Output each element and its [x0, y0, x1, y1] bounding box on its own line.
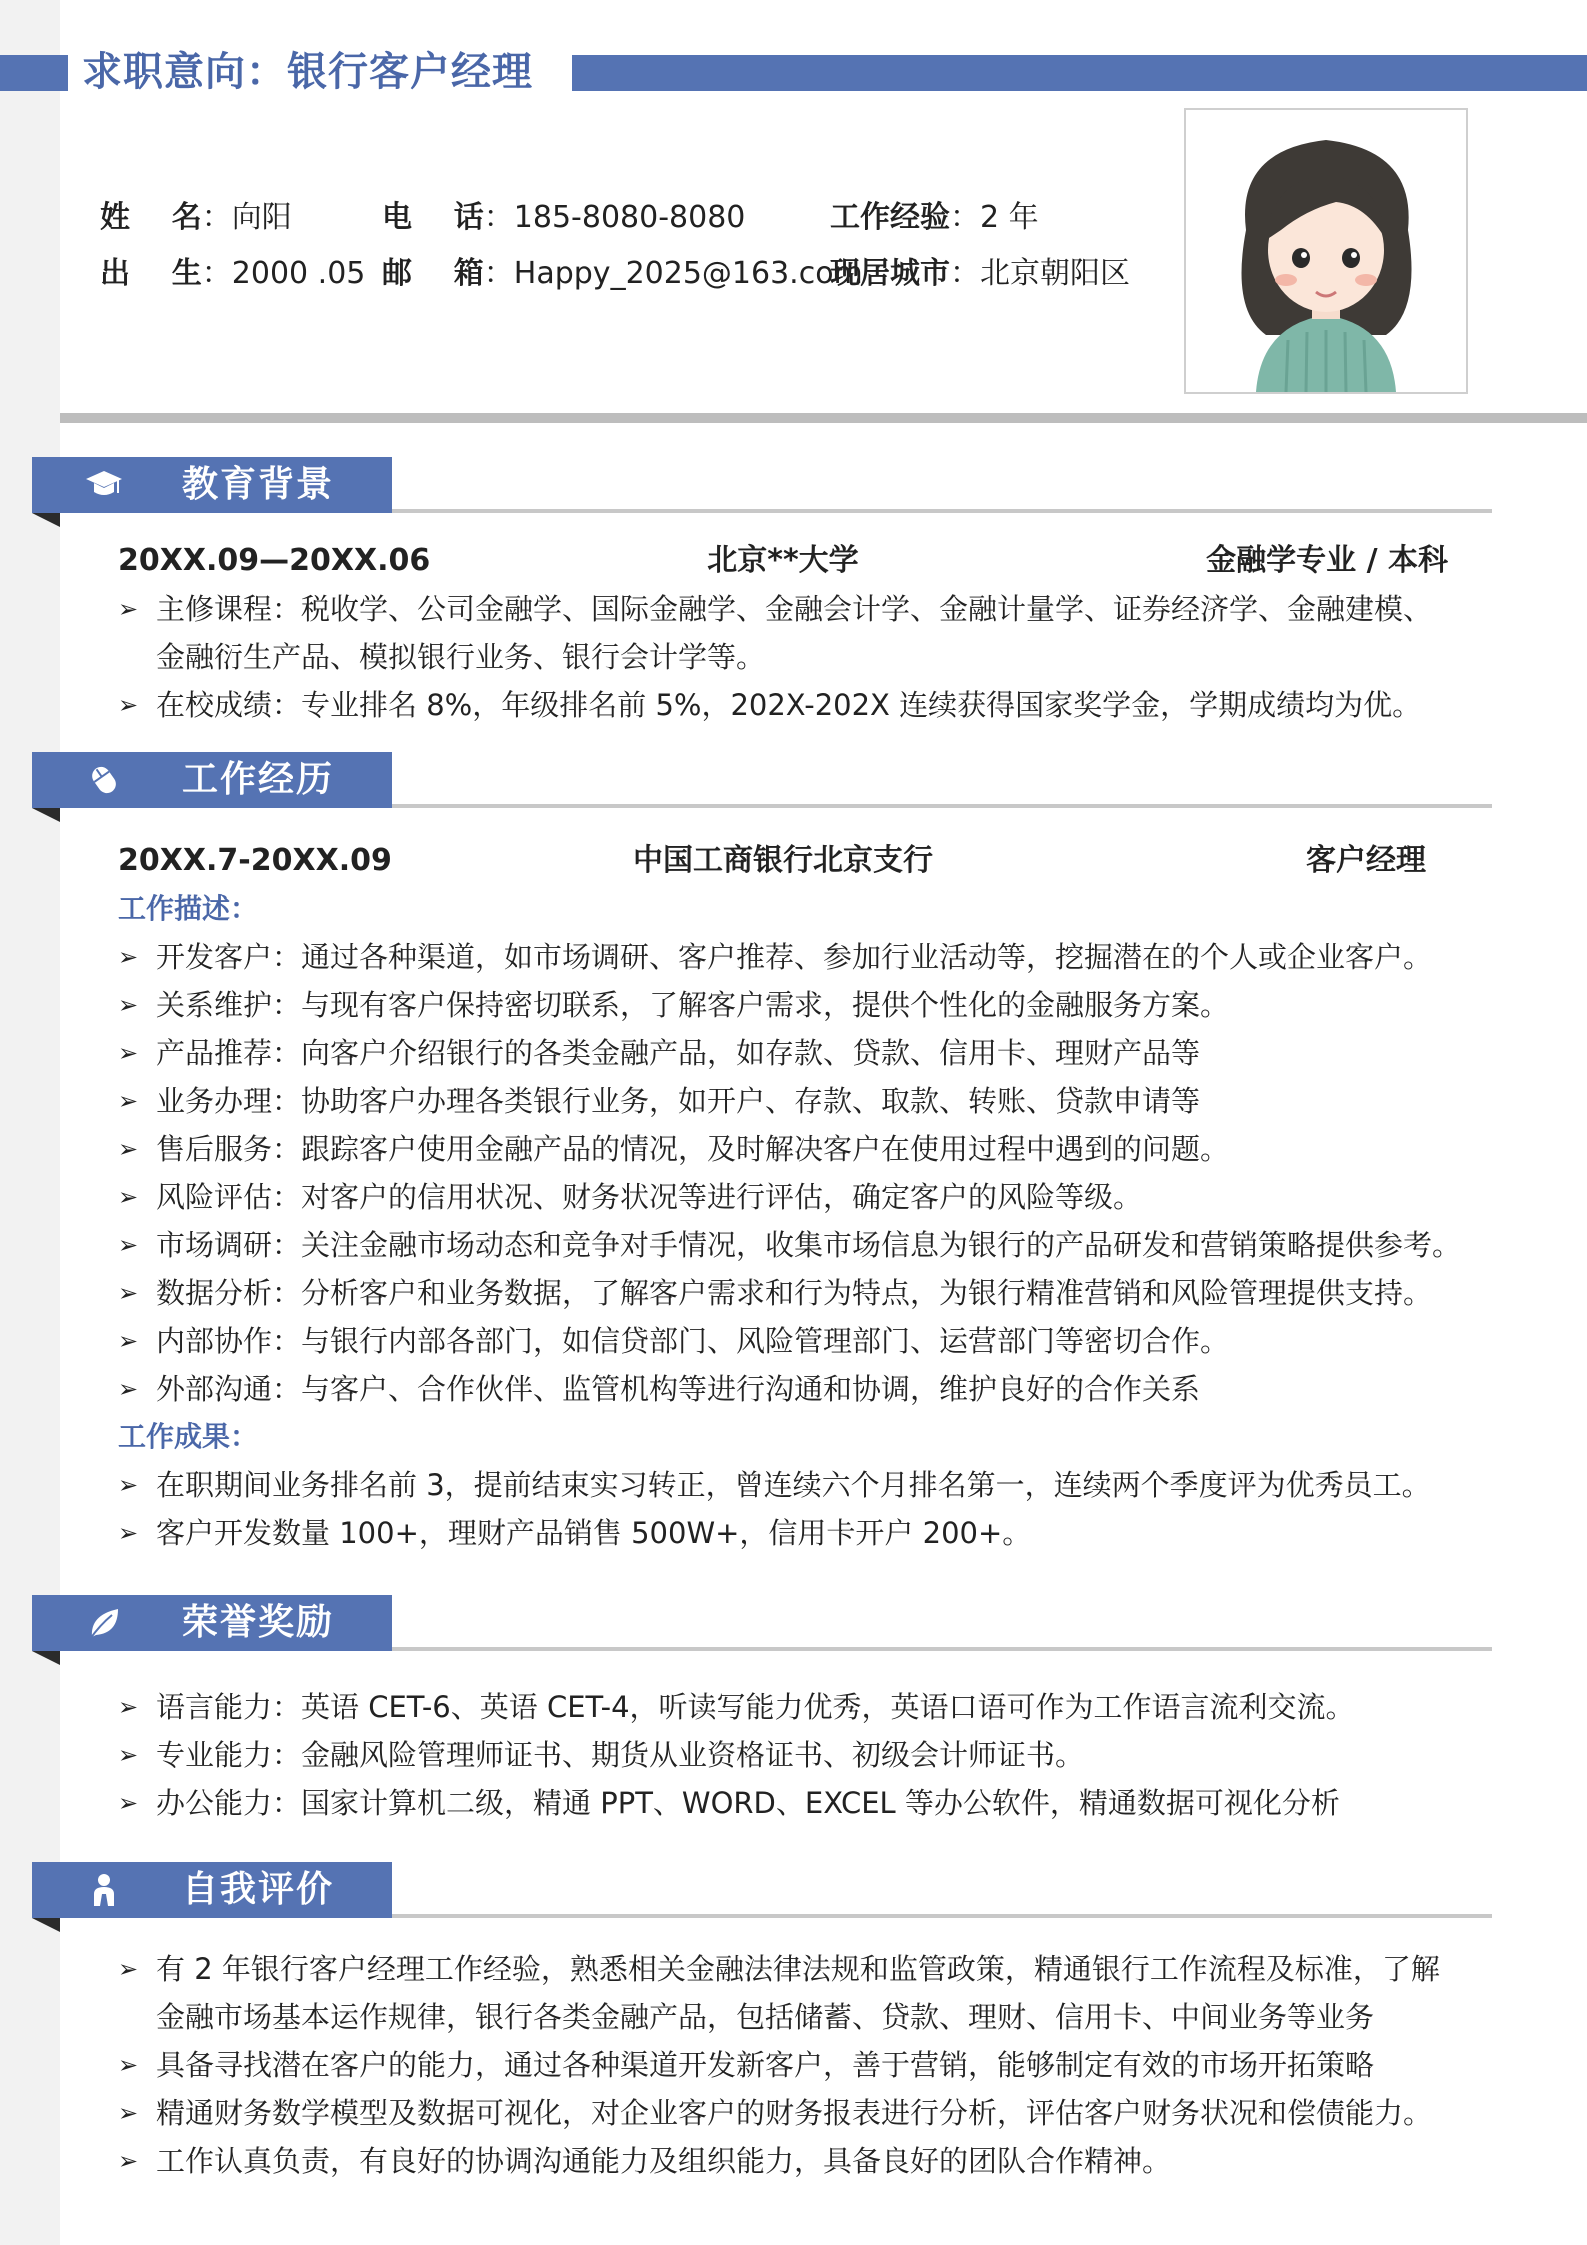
avatar-illustration — [1186, 110, 1466, 392]
list-item: ➢ 关系维护：与现有客户保持密切联系，了解客户需求，提供个性化的金融服务方案。 — [118, 981, 1478, 1029]
work-period: 20XX.7-20XX.09 — [118, 843, 392, 878]
experience-value: 2 年 — [980, 200, 1039, 235]
city-value: 北京朝阳区 — [980, 256, 1130, 291]
list-item: ➢ 外部沟通：与客户、合作伙伴、监管机构等进行沟通和协调，维护良好的合作关系 — [118, 1365, 1478, 1413]
colon: ： — [950, 200, 980, 235]
list-item: ➢ 工作认真负责，有良好的协调沟通能力及组织能力，具备良好的团队合作精神。 — [118, 2137, 1478, 2185]
section-fold — [32, 513, 60, 527]
experience-field — [830, 190, 1039, 246]
list-item: ➢ 内部协作：与银行内部各部门，如信贷部门、风险管理部门、运营部门等密切合作。 — [118, 1317, 1478, 1365]
courses-line-2: 金融衍生产品、模拟银行业务、银行会计学等。 — [156, 640, 766, 674]
work-entry — [118, 837, 1448, 885]
list-item — [118, 585, 1478, 681]
list-item: ➢ 专业能力：金融风险管理师证书、期货从业资格证书、初级会计师证书。 — [118, 1731, 1478, 1779]
city-label: 现居城市 — [830, 256, 950, 291]
work-company: 中国工商银行北京支行 — [633, 843, 933, 878]
section-title: 工作经历 — [182, 759, 335, 800]
computer-mouse-icon — [84, 762, 124, 798]
list-item: ➢ 开发客户：通过各种渠道，如市场调研、客户推荐、参加行业活动等，挖掘潜在的个人或企业客户。 — [118, 933, 1478, 981]
work-section-header — [32, 752, 1460, 812]
work-results-label: 工作成果： — [118, 1420, 259, 1453]
experience-label: 工作经验 — [830, 200, 950, 235]
list-item: ➢ 客户开发数量 100+，理财产品销售 500W+，信用卡开户 200+。 — [118, 1509, 1478, 1557]
list-item: ➢ 办公能力：国家计算机二级，精通 PPT、WORD、EXCEL 等办公软件，精通数据可视化分析 — [118, 1779, 1478, 1827]
title-bar-left — [0, 55, 68, 91]
list-item: ➢ 具备寻找潜在客户的能力，通过各种渠道开发新客户，善于营销，能够制定有效的市场开拓策略 — [118, 2041, 1478, 2089]
colon: ： — [483, 200, 514, 235]
self-evaluation-section-header — [32, 1862, 1460, 1922]
honors-list — [118, 1683, 1478, 1827]
section-rule — [392, 804, 1492, 808]
colon: ： — [483, 256, 514, 291]
birth-field — [100, 246, 365, 302]
work-description-label: 工作描述： — [118, 892, 259, 925]
list-item: ➢ 精通财务数学模型及数据可视化，对企业客户的财务报表进行分析，评估客户财务状况和偿债能力。 — [118, 2089, 1478, 2137]
name-label: 姓 名 — [100, 200, 202, 235]
list-item: ➢ 售后服务：跟踪客户使用金融产品的情况，及时解决客户在使用过程中遇到的问题。 — [118, 1125, 1478, 1173]
section-rule — [392, 509, 1492, 513]
section-title: 自我评价 — [182, 1869, 335, 1910]
birth-label: 出 生 — [100, 256, 202, 291]
education-period: 20XX.09—20XX.06 — [118, 543, 431, 578]
email-value: Happy_2025@163.com — [513, 256, 863, 291]
list-item: ➢ 业务办理：协助客户办理各类银行业务，如开户、存款、取款、转账、贷款申请等 — [118, 1077, 1478, 1125]
title-bar-right — [572, 55, 1587, 91]
self-eval-line-2: 金融市场基本运作规律，银行各类金融产品，包括储蓄、贷款、理财、信用卡、中间业务等业务 — [156, 2000, 1375, 2034]
section-title: 荣誉奖励 — [182, 1602, 335, 1643]
work-position: 客户经理 — [1306, 843, 1426, 878]
list-item: ➢ 语言能力：英语 CET-6、英语 CET-4，听读写能力优秀，英语口语可作为工作语言流利交流。 — [118, 1683, 1478, 1731]
list-item: ➢ 风险评估：对客户的信用状况、财务状况等进行评估，确定客户的风险等级。 — [118, 1173, 1478, 1221]
phone-label: 电 话 — [382, 200, 484, 235]
section-title: 教育背景 — [182, 464, 335, 505]
city-field — [830, 246, 1130, 302]
education-school: 北京**大学 — [707, 543, 859, 578]
colon: ： — [201, 256, 232, 291]
graduation-cap-icon — [84, 467, 124, 503]
list-item: ➢ 数据分析：分析客户和业务数据，了解客户需求和行为特点，为银行精准营销和风险管理提供支持。 — [118, 1269, 1478, 1317]
honors-section-header — [32, 1595, 1460, 1655]
birth-value: 2000 .05 — [231, 256, 366, 291]
list-item — [118, 1945, 1478, 2041]
work-description-list — [118, 933, 1478, 1413]
profile-photo — [1184, 108, 1468, 394]
job-objective-title: 求职意向：银行客户经理 — [82, 49, 533, 95]
email-field — [382, 246, 863, 302]
education-major: 金融学专业 / 本科 — [1206, 543, 1448, 578]
work-results-list — [118, 1461, 1478, 1557]
phone-value: 185-8080-8080 — [513, 200, 746, 235]
section-fold — [32, 1918, 60, 1932]
list-item: ➢ 市场调研：关注金融市场动态和竞争对手情况，收集市场信息为银行的产品研发和营销策略提供参考。 — [118, 1221, 1478, 1269]
name-field — [100, 190, 292, 246]
courses-line-1: 主修课程：税收学、公司金融学、国际金融学、金融会计学、金融计量学、证券经济学、金融建模、 — [156, 592, 1433, 626]
email-label: 邮 箱 — [382, 256, 484, 291]
section-fold — [32, 1651, 60, 1665]
list-item: ➢ 在校成绩：专业排名 8%，年级排名前 5%，202X-202X 连续获得国家奖学金，学期成绩均为优。 — [118, 681, 1478, 729]
list-item: ➢ 在职期间业务排名前 3，提前结束实习转正，曾连续六个月排名第一，连续两个季度评为优秀员工。 — [118, 1461, 1478, 1509]
self-evaluation-list — [118, 1945, 1478, 2185]
section-fold — [32, 808, 60, 822]
phone-field — [382, 190, 745, 246]
colon: ： — [950, 256, 980, 291]
header-divider — [60, 413, 1587, 423]
education-entry — [118, 537, 1448, 585]
name-value: 向阳 — [231, 200, 292, 235]
section-rule — [392, 1647, 1492, 1651]
leaf-icon — [84, 1605, 124, 1641]
education-details — [118, 585, 1478, 729]
colon: ： — [201, 200, 232, 235]
person-icon — [84, 1872, 124, 1908]
education-section-header — [32, 457, 1460, 517]
self-eval-line-1: 有 2 年银行客户经理工作经验，熟悉相关金融法律法规和监管政策，精通银行工作流程及标准，了解 — [156, 1952, 1440, 1986]
section-rule — [392, 1914, 1492, 1918]
list-item: ➢ 产品推荐：向客户介绍银行的各类金融产品，如存款、贷款、信用卡、理财产品等 — [118, 1029, 1478, 1077]
